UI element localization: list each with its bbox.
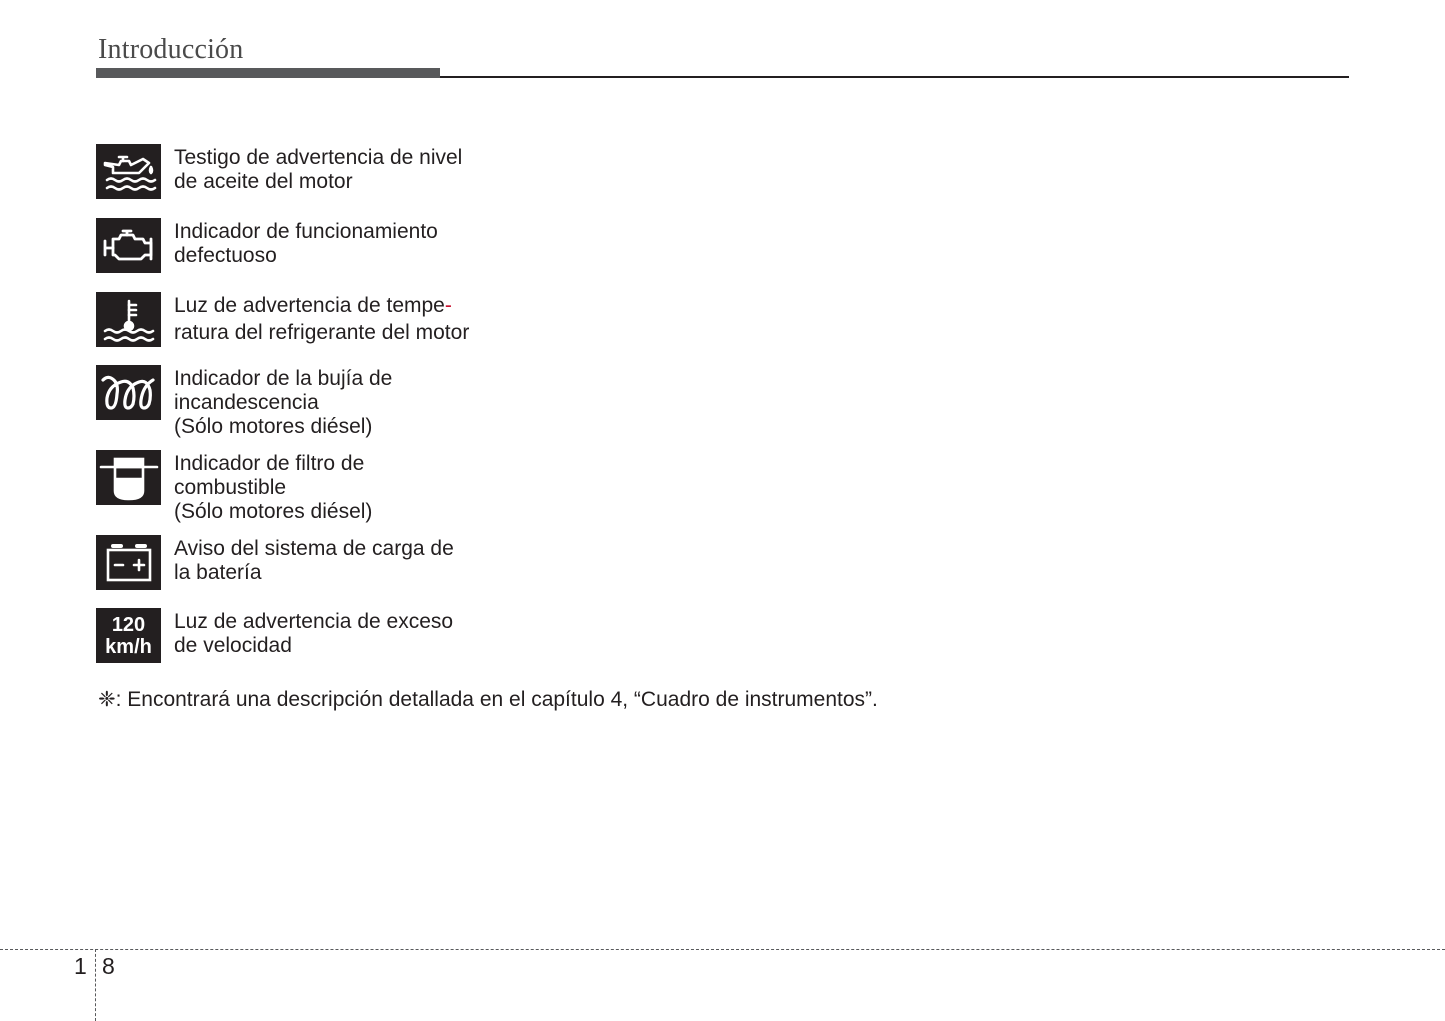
indicator-item-engine (96, 218, 494, 273)
indicator-description (174, 537, 494, 585)
header-bar-accent (96, 68, 440, 78)
glow-plug-icon (96, 365, 161, 420)
description-line: incandescencia (174, 391, 319, 414)
description-line: Indicador de filtro de (174, 452, 365, 475)
footer-divider (95, 949, 96, 1021)
speed-unit: km/h (105, 635, 152, 658)
description-line: la batería (174, 561, 262, 584)
indicator-item-coolant (96, 292, 494, 347)
indicator-description (174, 294, 494, 345)
indicator-item-fuel-filter (96, 450, 494, 524)
indicator-item-oil (96, 144, 494, 199)
coolant-temperature-icon (96, 292, 161, 347)
speed-value: 120 (111, 613, 146, 636)
description-word: advertencia (242, 610, 352, 633)
footer-rule (0, 949, 1445, 950)
page-number: 8 (102, 953, 115, 979)
battery-icon (96, 535, 161, 590)
description-line: Indicador de la bujía de (174, 367, 393, 390)
description-word: de (357, 610, 381, 633)
check-engine-icon (96, 218, 161, 273)
indicator-item-battery (96, 535, 494, 590)
indicator-description (174, 367, 494, 439)
description-line: Indicador de funcionamiento (174, 220, 438, 243)
hyphen-mark: - (444, 294, 452, 317)
footnote: ❈: Encontrará una descripción detallada en el capítulo 4, “Cuadro de instrumentos”. (98, 688, 878, 711)
header-title: Introducción (98, 34, 244, 65)
description-line: defectuoso (174, 244, 277, 267)
oil-pressure-icon (96, 144, 161, 199)
description-word: Luz (174, 610, 208, 633)
description-line: combustible (174, 476, 287, 499)
overspeed-icon (96, 608, 161, 663)
fuel-filter-icon (96, 450, 161, 505)
description-text: Luz de advertencia de tempe (174, 294, 445, 317)
indicator-item-overspeed (96, 608, 494, 663)
description-line: ratura del refrigerante del motor (174, 321, 470, 344)
description-word: exceso (386, 610, 454, 633)
indicator-description (174, 610, 494, 658)
description-line (174, 294, 494, 318)
indicator-description (174, 146, 494, 194)
description-line: (Sólo motores diésel) (174, 415, 373, 438)
description-line: Testigo de advertencia de nivel (174, 146, 463, 169)
indicator-item-glow-plug (96, 365, 494, 439)
description-line: de velocidad (174, 634, 292, 657)
description-line: Aviso del sistema de carga de (174, 537, 454, 560)
description-line: de aceite del motor (174, 170, 353, 193)
description-line: (Sólo motores diésel) (174, 500, 373, 523)
indicator-description (174, 220, 494, 268)
header-rule (440, 76, 1349, 78)
page-chapter-number: 1 (74, 953, 87, 979)
indicator-description (174, 452, 494, 524)
description-line (174, 610, 488, 634)
description-word: de (213, 610, 238, 633)
